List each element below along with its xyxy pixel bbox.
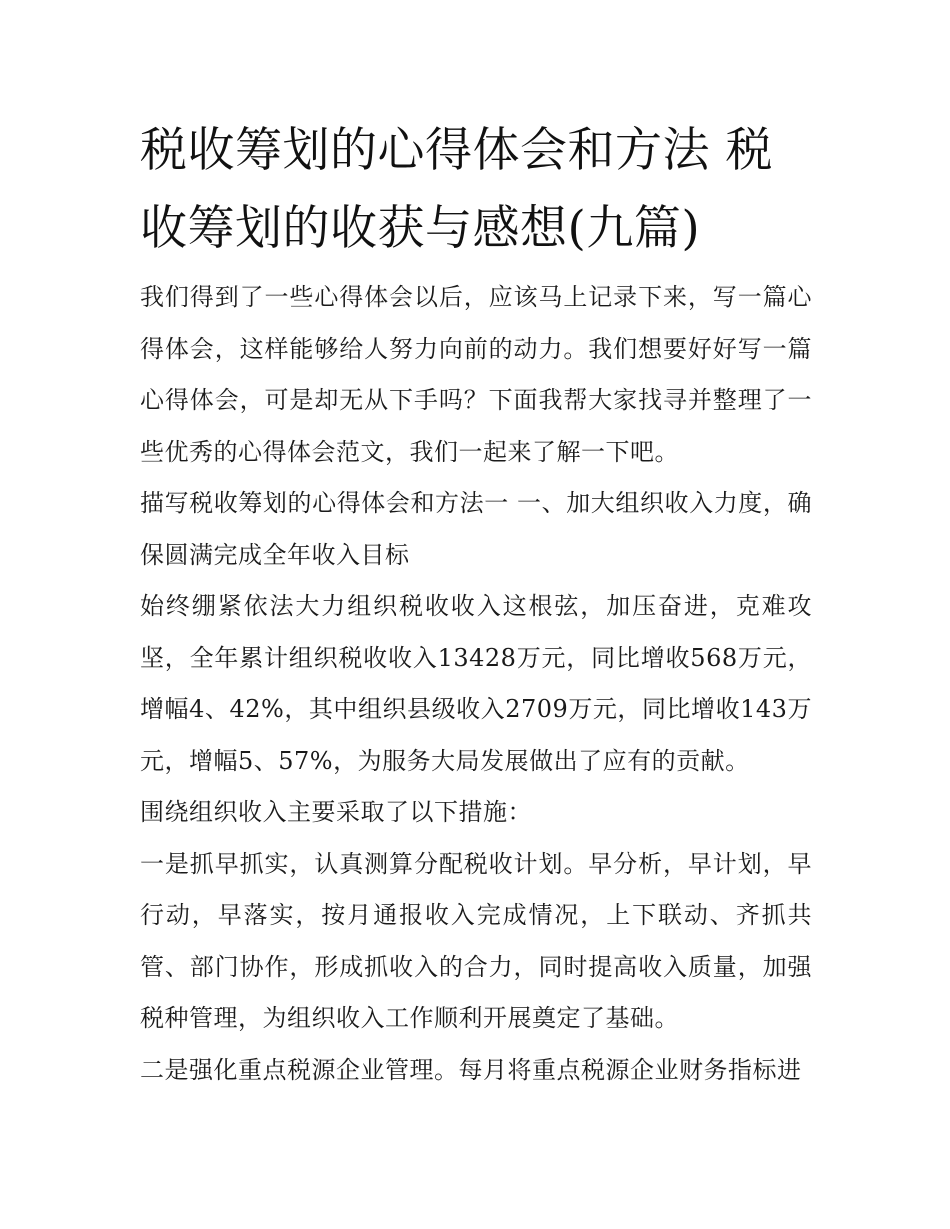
document-body: [140, 272, 812, 1096]
paragraph-measures-intro: 围绕组织收入主要采取了以下措施：: [140, 798, 532, 826]
paragraph-revenue-summary: 始终绷紧依法大力组织税收收入这根弦，加压奋进，克难攻坚，全年累计组织税收收入13428万元，同比增收568万元，增幅4、42%，其中组织县级收入2709万元，同比增收143万元，增幅5、57%，为服务大局发展做出了应有的贡献。: [140, 592, 812, 775]
document-title: 税收筹划的心得体会和方法 税收筹划的收获与感想(九篇): [140, 123, 773, 256]
paragraph-measure-one: 一是抓早抓实，认真测算分配税收计划。早分析，早计划，早行动，早落实，按月通报收入完成情况，上下联动、齐抓共管、部门协作，形成抓收入的合力，同时提高收入质量，加强税种管理，为组织收入工作顺利开展奠定了基础。: [140, 849, 812, 1032]
paragraph-measure-two: 二是强化重点税源企业管理。每月将重点税源企业财务指标进: [140, 1055, 802, 1084]
paragraph-section-heading: 描写税收筹划的心得体会和方法一 一、加大组织收入力度，确保圆满完成全年收入目标: [140, 489, 812, 569]
paragraph-intro: 我们得到了一些心得体会以后，应该马上记录下来，写一篇心得体会，这样能够给人努力向前的动力。我们想要好好写一篇心得体会，可是却无从下手吗？下面我帮大家找寻并整理了一些优秀的心得体会范文，我们一起来了解一下吧。: [140, 283, 812, 466]
document-page: [140, 112, 812, 1096]
